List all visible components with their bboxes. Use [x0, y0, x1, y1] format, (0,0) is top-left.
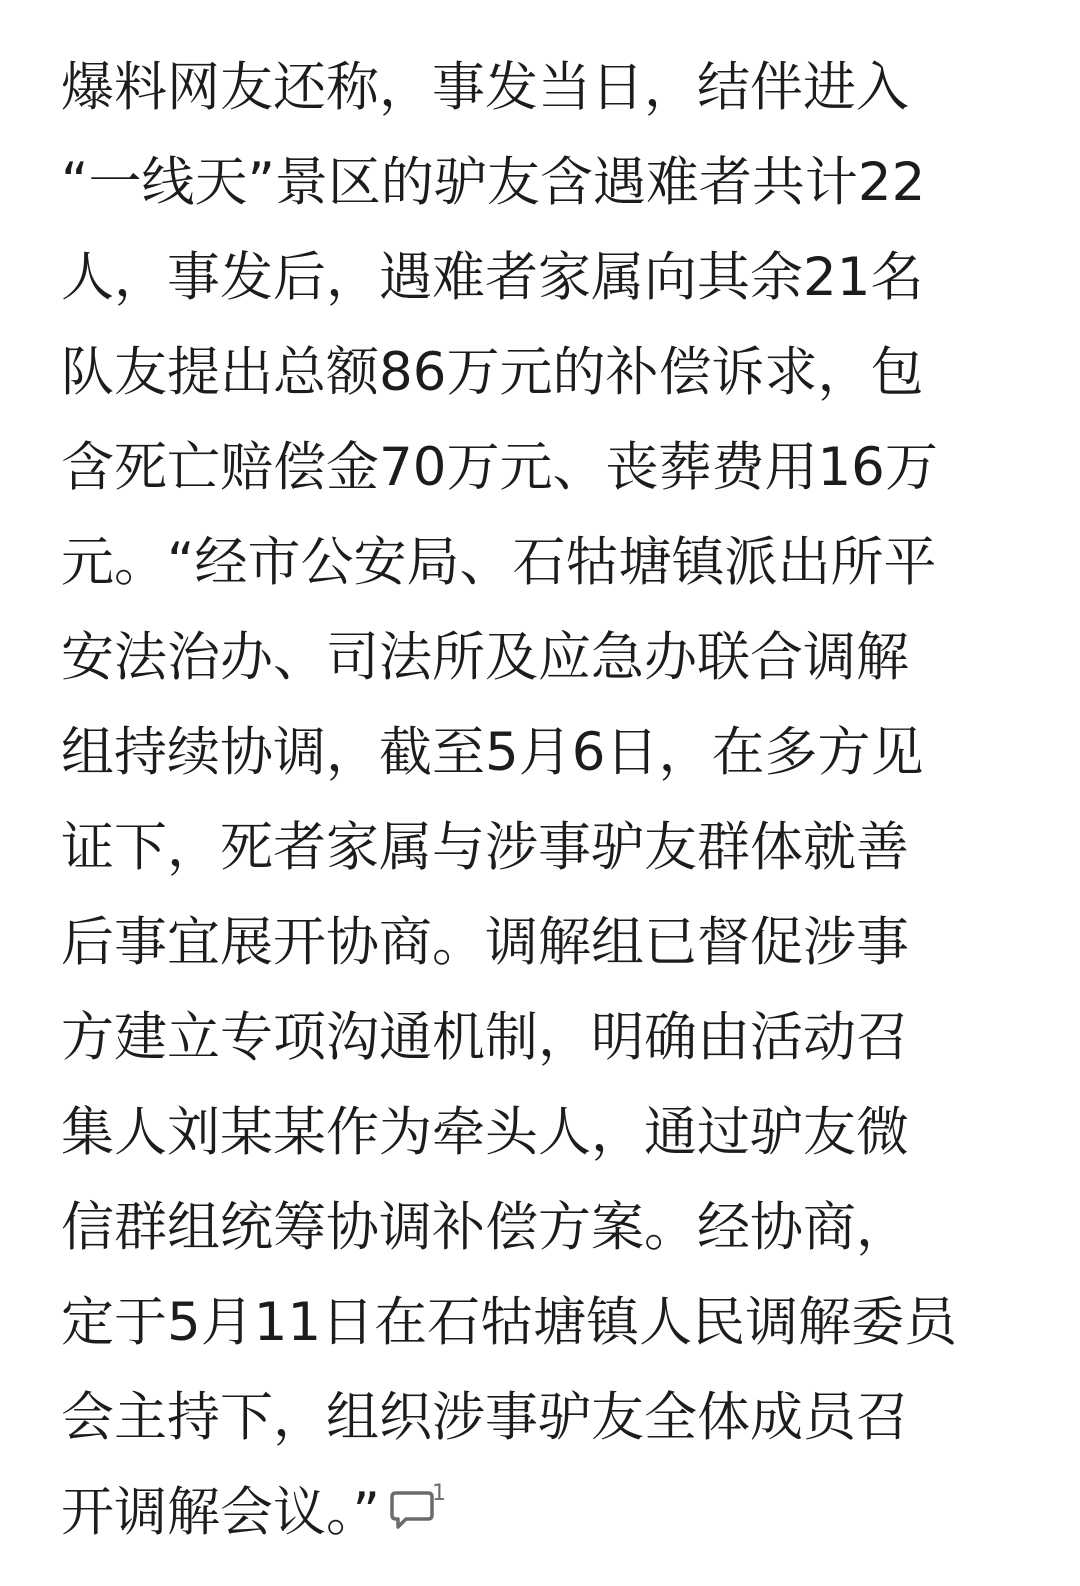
article-line: 队友提出总额86万元的补偿诉求，包 — [61, 342, 924, 403]
article-last-line — [61, 1465, 1021, 1560]
article-line: 含死亡赔偿金70万元、丧葬费用16万 — [61, 437, 938, 498]
comment-button[interactable] — [388, 1481, 446, 1531]
article-line: 方建立专项沟通机制，明确由活动召 — [61, 1007, 909, 1068]
comment-bubble-icon — [388, 1487, 436, 1531]
comment-count: 1 — [431, 1481, 446, 1507]
article-line: 后事宜展开协商。调解组已督促涉事 — [61, 912, 909, 973]
article-line: 安法治办、司法所及应急办联合调解 — [61, 627, 909, 688]
article-line: 证下，死者家属与涉事驴友群体就善 — [61, 817, 909, 878]
article-line: 人，事发后，遇难者家属向其余21名 — [61, 247, 924, 308]
article-line: 元。“经市公安局、石牯塘镇派出所平 — [61, 532, 937, 593]
article-line: 开调解会议。” — [61, 1482, 380, 1543]
article-line: 爆料网友还称，事发当日，结伴进入 — [61, 57, 909, 118]
article-line: 信群组统筹协调补偿方案。经协商， — [61, 1197, 909, 1258]
article-line: 会主持下，组织涉事驴友全体成员召 — [61, 1387, 909, 1448]
article-line: 集人刘某某作为牵头人，通过驴友微 — [61, 1102, 909, 1163]
article-line: 组持续协调，截至5月6日，在多方见 — [61, 722, 924, 783]
article-body — [61, 40, 1021, 1560]
article-line: 定于5月11日在石牯塘镇人民调解委员 — [61, 1292, 958, 1353]
article-line: “一线天”景区的驴友含遇难者共计22 — [61, 152, 926, 213]
